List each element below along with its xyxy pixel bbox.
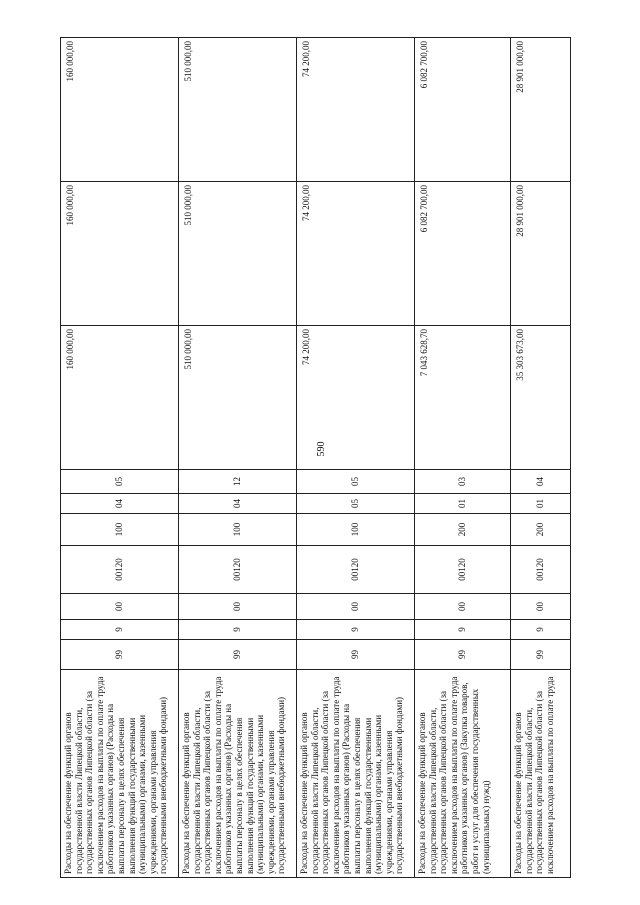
program-code: 99 [61, 640, 179, 670]
amount-1: 35 303 673,00 [511, 326, 571, 470]
amount-1: 7 043 628,70 [415, 326, 511, 470]
subsection-code: 12 [179, 470, 297, 494]
subprogram-code: 9 [61, 620, 179, 640]
subprogram-code: 9 [415, 620, 511, 640]
subsection-code: 03 [415, 470, 511, 494]
section-code: 01 [415, 494, 511, 514]
amount-2: 160 000,00 [61, 182, 179, 326]
amount-2: 510 000,00 [179, 182, 297, 326]
item-code: 00120 [297, 546, 415, 594]
subsection-code: 05 [61, 470, 179, 494]
program-code: 99 [415, 640, 511, 670]
row-description: Расходы на обеспечение функций органов государственной власти Липецкой области, государственных органов Липецкой области (за исключением расходов на выплаты по оплате труда работников указанных органов) (Расходы на выплаты персоналу в целях обеспечения выполнения функций государственными (муниципальными) органами, казенными учреждениями, органами управления государственными внебюджетными фондами) [179, 670, 297, 878]
table-row [179, 38, 297, 878]
budget-table [60, 37, 571, 878]
section-code: 04 [61, 494, 179, 514]
group-code: 00 [61, 594, 179, 620]
amount-3: 28 901 000,00 [511, 38, 571, 182]
table-row [297, 38, 415, 878]
row-description: Расходы на обеспечение функций органов государственной власти Липецкой области, государственных органов Липецкой области (за исключением расходов на выплаты по оплате труда работников указанных органов) (Закупка товаров, работ и услуг для обеспечения государственных (муниципальных) нужд) [415, 670, 511, 878]
amount-2: 28 901 000,00 [511, 182, 571, 326]
subsection-code: 05 [297, 470, 415, 494]
amount-3: 510 000,00 [179, 38, 297, 182]
amount-2: 74 200,00 [297, 182, 415, 326]
row-description: Расходы на обеспечение функций органов государственной власти Липецкой области, государственных органов Липецкой области (за исключением расходов на выплаты по оплате труда работников указанных органов) (Расходы на выплаты персоналу в целях обеспечения выполнения функций государственными (муниципальными) органами, казенными учреждениями, органами управления государственными внебюджетными фондами) [297, 670, 415, 878]
table-row [61, 38, 179, 878]
expense-type-code: 100 [179, 514, 297, 546]
expense-type-code: 100 [297, 514, 415, 546]
item-code: 00120 [415, 546, 511, 594]
subprogram-code: 9 [511, 620, 571, 640]
group-code: 00 [415, 594, 511, 620]
amount-1: 510 000,00 [179, 326, 297, 470]
amount-3: 6 082 700,00 [415, 38, 511, 182]
group-code: 00 [179, 594, 297, 620]
item-code: 00120 [179, 546, 297, 594]
row-description: Расходы на обеспечение функций органов государственной власти Липецкой области, государственных органов Липецкой области (за исключением расходов на выплаты по оплате труда работников указанных органов) (Расходы на выплаты персоналу в целях обеспечения выполнения функций государственными (муниципальными) органами, казенными учреждениями, органами управления государственными внебюджетными фондами) [61, 670, 179, 878]
subprogram-code: 9 [179, 620, 297, 640]
section-code: 05 [297, 494, 415, 514]
section-code: 04 [179, 494, 297, 514]
item-code: 00120 [61, 546, 179, 594]
subprogram-code: 9 [297, 620, 415, 640]
expense-type-code: 200 [511, 514, 571, 546]
program-code: 99 [297, 640, 415, 670]
table-row [511, 38, 571, 878]
program-code: 99 [511, 640, 571, 670]
row-description: Расходы на обеспечение функций органов государственной власти Липецкой области, государственных органов Липецкой области (за исключением расходов на выплаты по оплате труда [511, 670, 571, 878]
page-number: 590 [316, 441, 327, 457]
expense-type-code: 100 [61, 514, 179, 546]
group-code: 00 [511, 594, 571, 620]
budget-table-container [60, 38, 555, 878]
amount-1: 74 200,00 [297, 326, 415, 470]
subsection-code: 04 [511, 470, 571, 494]
program-code: 99 [179, 640, 297, 670]
amount-3: 74 200,00 [297, 38, 415, 182]
amount-1: 160 000,00 [61, 326, 179, 470]
item-code: 00120 [511, 546, 571, 594]
amount-3: 160 000,00 [61, 38, 179, 182]
table-row [415, 38, 511, 878]
group-code: 00 [297, 594, 415, 620]
amount-2: 6 082 700,00 [415, 182, 511, 326]
expense-type-code: 200 [415, 514, 511, 546]
section-code: 01 [511, 494, 571, 514]
